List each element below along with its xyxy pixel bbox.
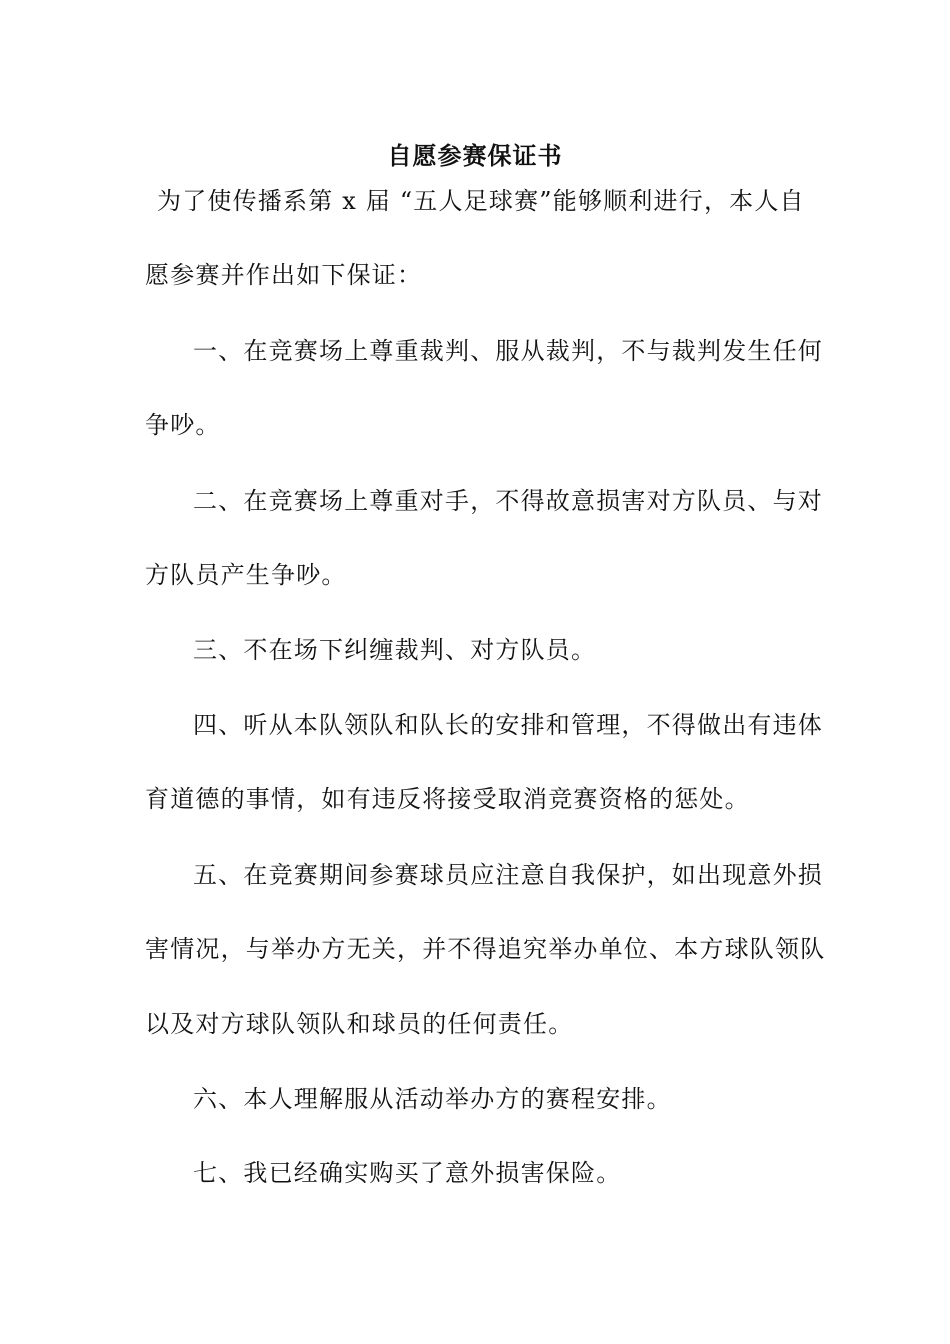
- clause-6-line-1: 六、本人理解服从活动举办方的赛程安排。: [193, 1085, 672, 1113]
- clause-1-line-2: 争吵。: [145, 411, 221, 439]
- document-title: 自愿参赛保证书: [387, 141, 563, 170]
- clause-4-line-1: 四、听从本队领队和队长的安排和管理，不得做出有违体: [193, 711, 823, 739]
- clause-2-line-1: 二、在竞赛场上尊重对手，不得故意损害对方队员、与对: [193, 487, 823, 515]
- clause-3-line-1: 三、不在场下纠缠裁判、对方队员。: [193, 636, 597, 664]
- clause-4-line-2: 育道德的事情，如有违反将接受取消竞赛资格的惩处。: [145, 785, 750, 813]
- clause-5-line-2: 害情况，与举办方无关，并不得追究举办单位、本方球队领队: [145, 935, 826, 963]
- clause-1-line-1: 一、在竞赛场上尊重裁判、服从裁判，不与裁判发生任何: [193, 337, 823, 365]
- intro-line-1: 为了使传播系第 x 届 “五人足球赛”能够顺利进行，本人自: [157, 187, 805, 215]
- clause-5-line-1: 五、在竞赛期间参赛球员应注意自我保护，如出现意外损: [193, 861, 823, 889]
- clause-2-line-2: 方队员产生争吵。: [145, 561, 347, 589]
- intro-line-2: 愿参赛并作出如下保证：: [145, 261, 423, 289]
- clause-7-line-1: 七、我已经确实购买了意外损害保险。: [193, 1159, 622, 1187]
- clause-5-line-3: 以及对方球队领队和球员的任何责任。: [145, 1010, 574, 1038]
